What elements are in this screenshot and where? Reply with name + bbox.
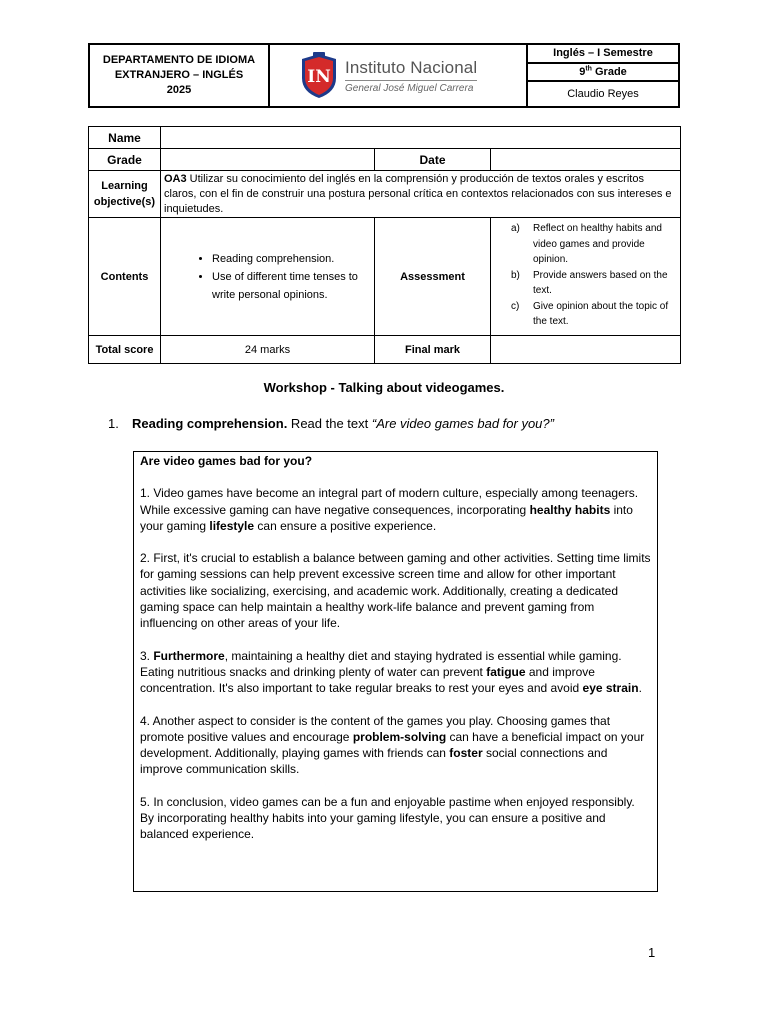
final-mark-field[interactable] [491,336,681,364]
institution-name: Instituto Nacional [345,57,478,77]
total-score-label: Total score [89,336,161,364]
contents-item: • Reading comprehension. [212,250,371,268]
header-table [88,43,680,108]
total-score-value: 24 marks [161,336,375,364]
student-info-table [88,126,681,364]
page-number: 1 [648,945,656,960]
assessment-item: a) Reflect on healthy habits and video games and provide opinion. [511,223,662,265]
learning-objective-label: Learning objective(s) [89,171,161,218]
reading-paragraph-4: 4. Another aspect to consider is the content of the games you play. Choosing games that promote positive values and encourage problem-solving can have a beneficial impact on your development. Additionally, playing games with friends can foster social connections and improve communication skills. [140,713,645,777]
name-field[interactable] [161,127,681,149]
logo-cell [269,44,527,107]
grade-cell: 9th Grade [527,63,679,82]
department-line: EXTRANJERO – INGLÉS [114,69,244,81]
name-label: Name [89,127,161,149]
final-mark-label: Final mark [375,336,491,364]
grade-field[interactable] [161,149,375,171]
reading-paragraph-5: 5. In conclusion, video games can be a fun and enjoyable pastime when enjoyed responsibly. By incorporating healthy habits into your gaming lifestyle, you can ensure a positive and balanced experience. [140,794,635,842]
grade-label: Grade [89,149,161,171]
contents-list [161,218,375,336]
contents-label: Contents [89,218,161,336]
assessment-list [491,218,681,336]
question-1: 1. Reading comprehension. Read the text “Are video games bad for you?” [108,416,554,431]
department-line: DEPARTAMENTO DE IDIOMA [102,54,256,66]
contents-item: • Use of different time tenses to write personal opinions. [212,268,371,304]
school-crest-icon [300,52,338,100]
reading-paragraph-1: 1. Video games have become an integral part of modern culture, especially among teenagers. While excessive gaming can have negative consequences, incorporating healthy habits into your gaming lifestyle can ensure a positive experience. [140,486,639,533]
department-cell [89,44,269,107]
department-year: 2025 [166,84,192,96]
assessment-label: Assessment [375,218,491,336]
assessment-item: c) Give opinion about the topic of the text. [511,300,669,327]
date-label: Date [375,149,491,171]
date-field[interactable] [491,149,681,171]
assessment-item: b) Provide answers based on the text. [511,269,668,296]
reading-paragraph-2: 2. First, it's crucial to establish a balance between gaming and other activities. Setting time limits for gaming sessions can help prevent excessive screen time and allow for other important activities like socializing, exercising, and academic work. Additionally, creating a dedicated gaming space can help maintain a healthy work-life balance and prevent gaming from influencing on other areas of your life. [140,551,651,631]
teacher-cell: Claudio Reyes [527,81,679,107]
institution-subtitle: General José Miguel Carrera [345,82,474,94]
crest-initials: IN [307,66,331,87]
workshop-title: Workshop - Talking about videogames. [263,380,505,395]
reading-paragraph-3: 3. Furthermore, maintaining a healthy diet and staying hydrated is essential while gaming. Eating nutritious snacks and drinking plenty of water can prevent fatigue and improve concentration. It's also important to take regular breaks to rest your eyes and avoid eye strain. [140,648,642,696]
reading-title: Are video games bad for you? [140,454,313,468]
reading-text-box [133,451,658,892]
learning-objective-text: OA3 Utilizar su conocimiento del inglés en la comprensión y producción de textos orales y escritos claros, con el fin de construir una postura personal crítica en contextos relacionados con sus intereses e inquietudes. [161,171,681,218]
subject-cell: Inglés – I Semestre [527,44,679,63]
